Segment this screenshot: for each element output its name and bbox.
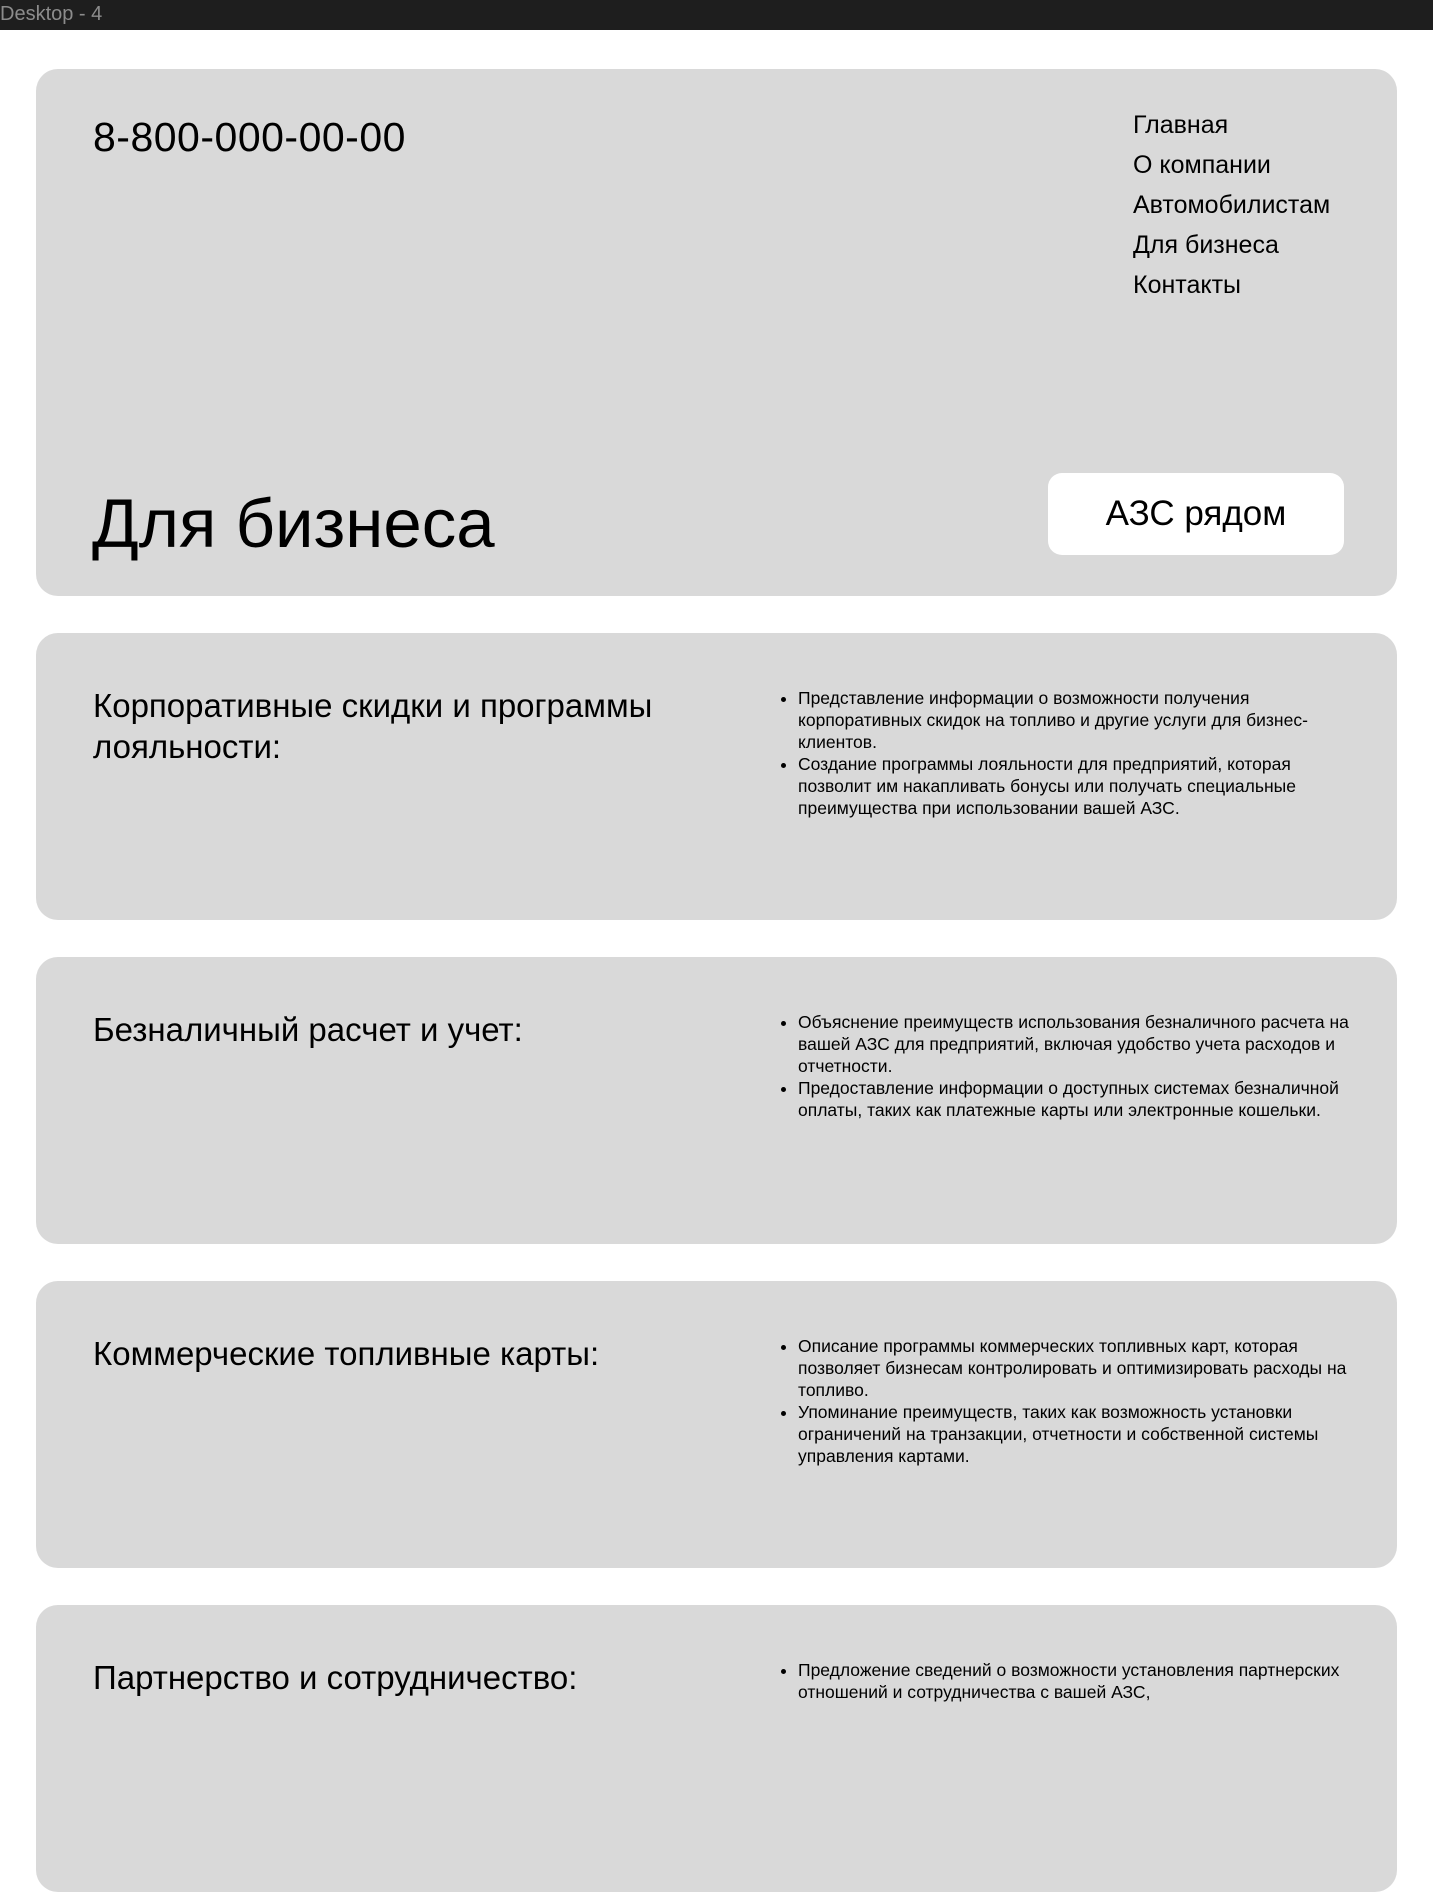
nav-item-about[interactable]: О компании <box>1133 151 1271 179</box>
section-title: Корпоративные скидки и программы лояльности: <box>93 687 653 765</box>
hero-card <box>36 69 1397 596</box>
phone-number[interactable]: 8-800-000-00-00 <box>93 114 406 160</box>
nav-item-home[interactable]: Главная <box>1133 111 1229 139</box>
section-bullets <box>778 1659 1368 1703</box>
section-bullets <box>778 687 1368 819</box>
section-card-cashless <box>36 957 1397 1244</box>
frame-bar <box>0 0 1433 30</box>
section-card-partnership <box>36 1605 1397 1892</box>
bullet-item: • Упоминание преимуществ, таких как возможность установки ограничений на транзакции, отчетности и собственной системы управления картами. <box>798 1401 1368 1467</box>
nearby-stations-button[interactable]: АЗС рядом <box>1048 473 1344 555</box>
bullet-item: • Представление информации о возможности получения корпоративных скидок на топливо и другие услуги для бизнес-клиентов. <box>798 687 1368 753</box>
section-title: Партнерство и сотрудничество: <box>93 1659 578 1696</box>
bullet-item: • Описание программы коммерческих топливных карт, которая позволяет бизнесам контролировать и оптимизировать расходы на топливо. <box>798 1335 1368 1401</box>
main-nav <box>1133 105 1330 305</box>
section-card-fuel-cards <box>36 1281 1397 1568</box>
section-title: Безналичный расчет и учет: <box>93 1011 523 1048</box>
page-title: Для бизнеса <box>92 485 495 562</box>
nav-item-contacts[interactable]: Контакты <box>1133 271 1241 299</box>
bullet-item: • Предложение сведений о возможности установления партнерских отношений и сотрудничества с вашей АЗС, <box>798 1659 1368 1703</box>
section-card-loyalty <box>36 633 1397 920</box>
frame-label: Desktop - 4 <box>0 3 103 25</box>
section-bullets <box>778 1335 1368 1467</box>
nav-item-business[interactable]: Для бизнеса <box>1133 231 1279 259</box>
bullet-item: • Объяснение преимуществ использования безналичного расчета на вашей АЗС для предприятий, включая удобство учета расходов и отчетности. <box>798 1011 1368 1077</box>
nav-item-motorists[interactable]: Автомобилистам <box>1133 191 1331 219</box>
section-bullets <box>778 1011 1368 1121</box>
bullet-item: • Создание программы лояльности для предприятий, которая позволит им накапливать бонусы или получать специальные преимущества при использовании вашей АЗС. <box>798 753 1368 819</box>
bullet-item: • Предоставление информации о доступных системах безналичной оплаты, таких как платежные карты или электронные кошельки. <box>798 1077 1368 1121</box>
section-title: Коммерческие топливные карты: <box>93 1335 600 1372</box>
